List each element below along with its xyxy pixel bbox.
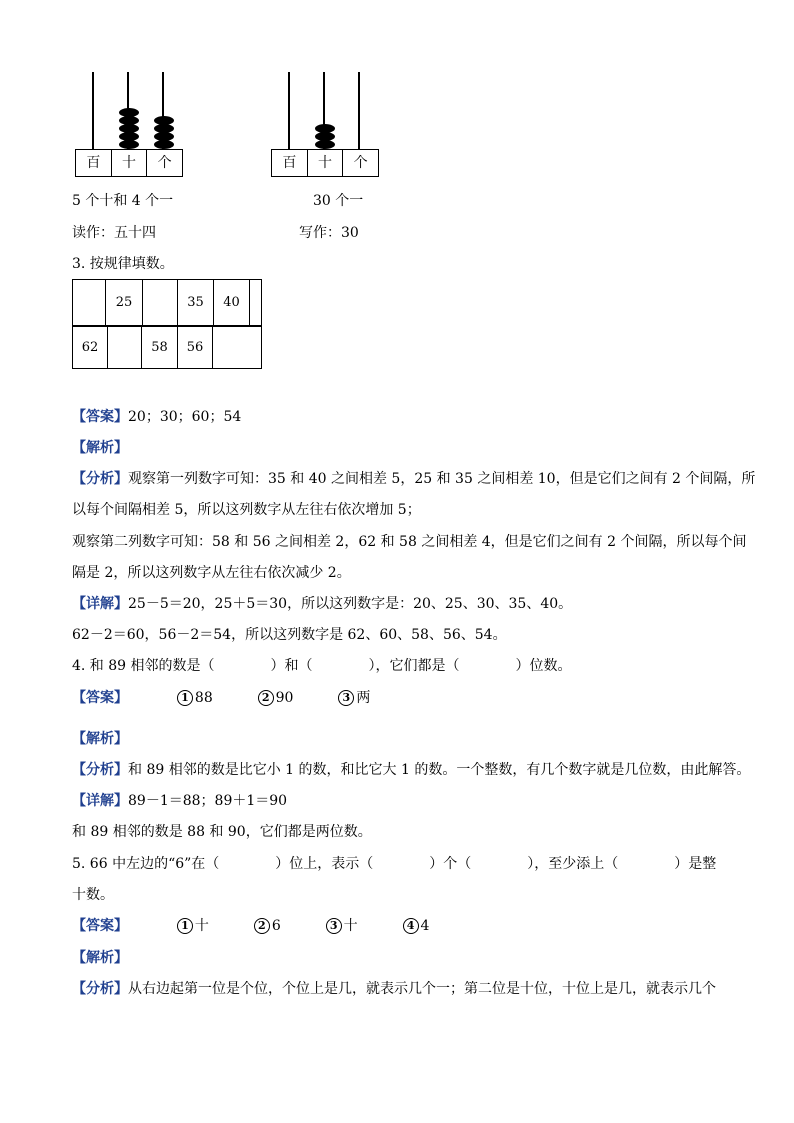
xiangjie-label: 【详解】 <box>72 596 128 612</box>
answer-item <box>254 918 281 934</box>
seq-cell <box>250 280 262 326</box>
q3-fenxi-4: 隔是 2，所以这列数字从左往右依次减少 2。 <box>72 565 351 581</box>
q4-answer <box>72 688 370 708</box>
q3-fenxi-1 <box>72 469 755 489</box>
q3-answer <box>72 407 241 427</box>
answer-item <box>338 690 370 706</box>
place-hundreds: 百 <box>76 150 112 176</box>
fenxi-text: 从右边起第一位是个位，个位上是几，就表示几个一；第二位是十位，十位上是几，就表示几个 <box>128 981 716 997</box>
q4-xiangjie-1 <box>72 791 287 811</box>
answer-number-icon: 2 <box>254 918 270 934</box>
q3-fenxi-2: 以每个间隔相差 5，所以这列数字从左往右依次增加 5； <box>72 502 421 518</box>
fenxi-text: 观察第一列数字可知：35 和 40 之间相差 5，25 和 35 之间相差 10，但是它们之间有 2 个间隔，所 <box>128 471 756 487</box>
abacus-bead <box>154 116 174 125</box>
answer-number-icon: 1 <box>177 690 193 706</box>
abacus-bead <box>315 132 335 141</box>
seq-cell: 40 <box>214 280 250 326</box>
answer-item <box>326 918 358 934</box>
seq-cell: 62 <box>73 327 108 369</box>
abacus-bead <box>154 132 174 141</box>
abacus-bead <box>119 108 139 117</box>
answer-number-icon: 1 <box>177 918 193 934</box>
abacus-bead <box>154 140 174 149</box>
abacus-bead <box>119 124 139 133</box>
xiangjie-text: 89－1＝88；89＋1＝90 <box>128 793 288 809</box>
q5-fenxi <box>72 979 716 999</box>
seq-cell <box>143 280 178 326</box>
read-as: 读作：五十四 <box>72 225 156 241</box>
answer-number-icon: 4 <box>403 918 419 934</box>
q4-jiexi: 【解析】 <box>72 731 128 747</box>
fenxi-label: 【分析】 <box>72 981 128 997</box>
answer-label: 【答案】 <box>72 409 128 425</box>
answer-value: 88 <box>194 690 213 706</box>
place-value-box <box>271 149 379 177</box>
answer-item <box>403 918 430 934</box>
q4-question: 4. 和 89 相邻的数是（ ）和（ ），它们都是（ ）位数。 <box>72 658 572 674</box>
abacus-rod-hundreds <box>288 72 290 149</box>
xiangjie-text: 25－5＝20，25＋5＝30，所以这列数字是：20、25、30、35、40。 <box>128 596 573 612</box>
seq-cell: 35 <box>178 280 214 326</box>
abacus-right-caption: 30 个一 <box>313 193 364 209</box>
answer-text: 20；30；60；54 <box>128 409 242 425</box>
answer-item <box>177 918 209 934</box>
seq-cell: 56 <box>178 327 213 369</box>
abacus-left-caption: 5 个十和 4 个一 <box>72 193 174 209</box>
q4-fenxi <box>72 760 750 780</box>
abacus-rod-hundreds <box>92 72 94 149</box>
q5-question-2: 十数。 <box>72 887 114 903</box>
q5-question-1: 5. 66 中左边的“6”在（ ）位上，表示（ ）个（ ），至少添上（ ）是整 <box>72 856 717 872</box>
answer-value: 十 <box>194 918 209 934</box>
place-value-box <box>75 149 183 177</box>
answer-value: 6 <box>271 918 281 934</box>
xiangjie-label: 【详解】 <box>72 793 128 809</box>
q3-jiexi: 【解析】 <box>72 440 128 456</box>
q5-answer <box>72 916 429 936</box>
answer-number-icon: 3 <box>338 690 354 706</box>
sequence-table-row1 <box>72 279 262 326</box>
q3-title: 3. 按规律填数。 <box>72 256 174 272</box>
abacus-bead <box>119 132 139 141</box>
abacus-bead <box>119 116 139 125</box>
q4-xiangjie-2: 和 89 相邻的数是 88 和 90，它们都是两位数。 <box>72 824 372 840</box>
answer-item <box>258 690 294 706</box>
abacus-bead <box>315 124 335 133</box>
place-ones: 个 <box>157 155 172 171</box>
answer-label: 【答案】 <box>72 918 128 934</box>
abacus-bead <box>315 140 335 149</box>
place-tens: 十 <box>112 150 148 176</box>
answer-value: 90 <box>275 690 294 706</box>
abacus-bead <box>154 124 174 133</box>
answer-value: 两 <box>356 690 371 706</box>
fenxi-label: 【分析】 <box>72 471 128 487</box>
seq-cell <box>213 327 262 369</box>
q3-xiangjie-2: 62－2＝60，56－2＝54，所以这列数字是 62、60、58、56、54。 <box>72 627 507 643</box>
sequence-table-row2 <box>72 326 262 369</box>
q3-xiangjie-1 <box>72 594 572 614</box>
place-hundreds: 百 <box>272 150 308 176</box>
answer-value: 4 <box>420 918 430 934</box>
abacus-bead <box>119 140 139 149</box>
fenxi-label: 【分析】 <box>72 762 128 778</box>
fenxi-text: 和 89 相邻的数是比它小 1 的数，和比它大 1 的数。一个整数，有几个数字就是几位数，由此解答。 <box>128 762 751 778</box>
answer-value: 十 <box>343 918 358 934</box>
seq-cell <box>108 327 142 369</box>
answer-item <box>177 690 213 706</box>
answer-number-icon: 3 <box>326 918 342 934</box>
answer-label: 【答案】 <box>72 690 128 706</box>
seq-cell: 25 <box>106 280 143 326</box>
q5-jiexi: 【解析】 <box>72 950 128 966</box>
abacus-rod-ones <box>358 72 360 149</box>
place-ones: 个 <box>353 155 368 171</box>
answer-number-icon: 2 <box>258 690 274 706</box>
seq-cell: 58 <box>142 327 178 369</box>
place-tens: 十 <box>308 150 344 176</box>
q3-fenxi-3: 观察第二列数字可知：58 和 56 之间相差 2，62 和 58 之间相差 4，但是它们之间有 2 个间隔，所以每个间 <box>72 534 747 550</box>
write-as: 写作：30 <box>299 225 359 241</box>
seq-cell <box>73 280 106 326</box>
